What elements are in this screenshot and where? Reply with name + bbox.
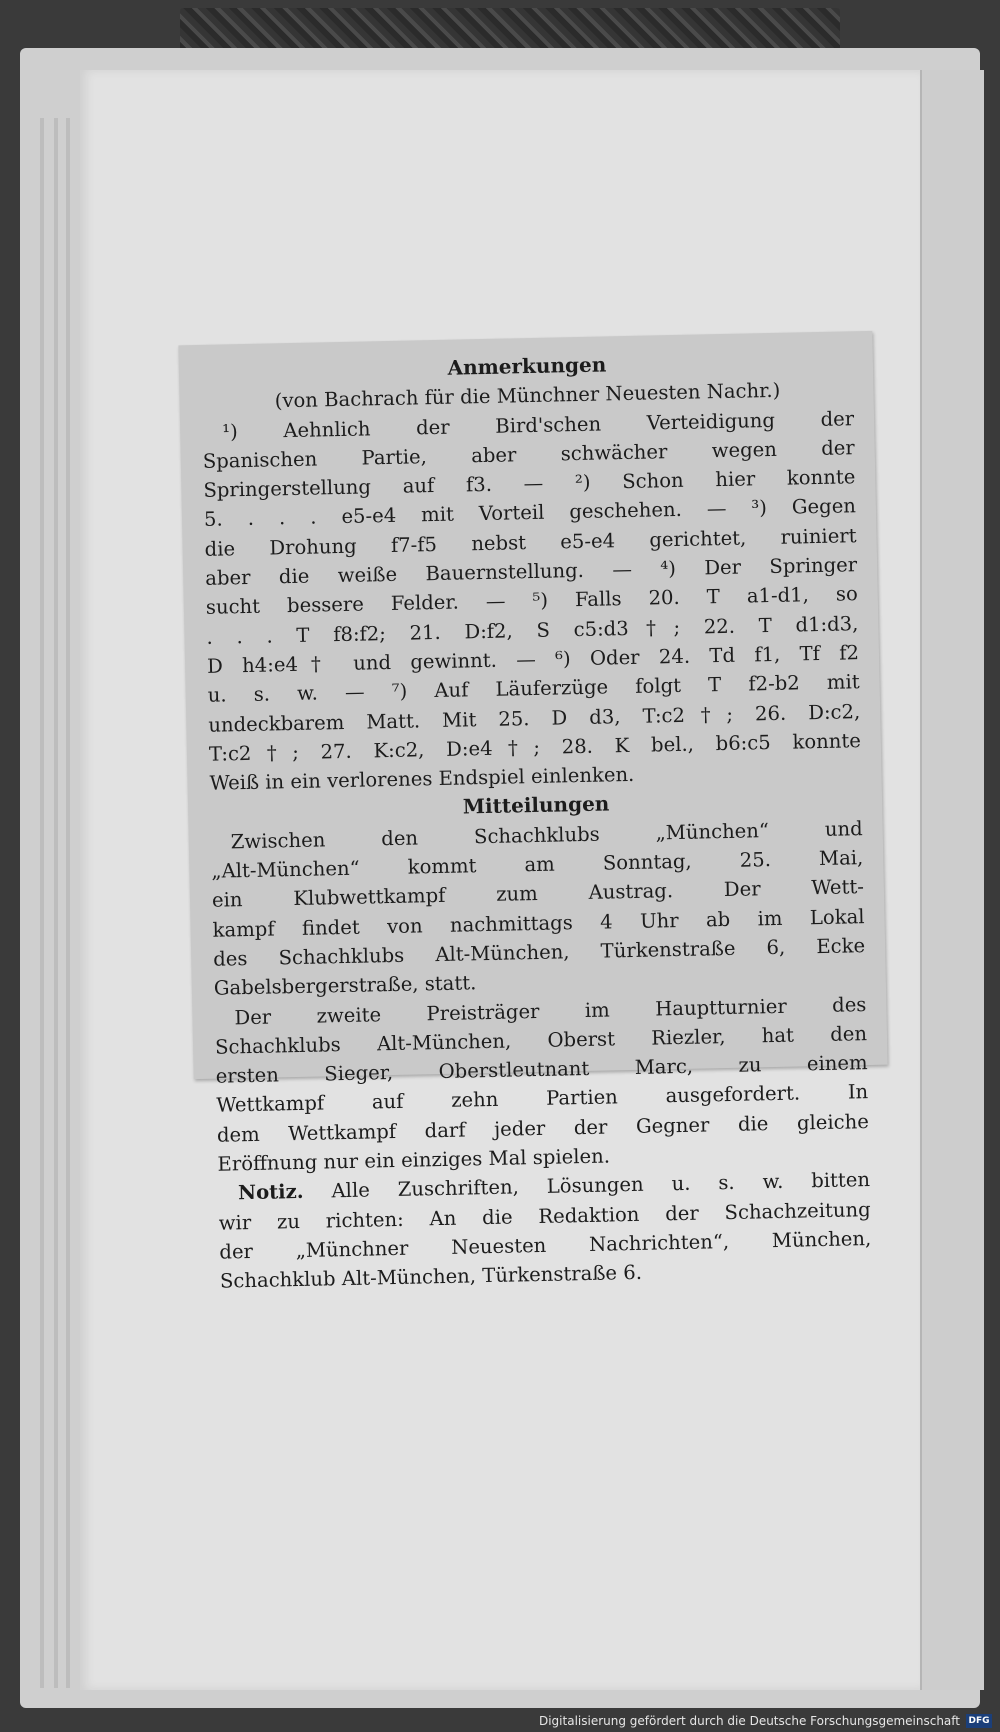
notiz-line: wir zu richten: An die Redaktion der Schachzeitung: [218, 1197, 871, 1235]
news-heading: Mitteilungen: [462, 791, 610, 819]
news-line: Schachklubs Alt-München, Oberst Riezler, hat den: [214, 1021, 868, 1059]
notes-line: ¹) Aehnlich der Bird'schen Verteidigung der: [221, 406, 855, 444]
notes-line: T:c2†; 27. K:c2, D:e4†; 28. K bel., b6:c5 konnte: [208, 729, 862, 766]
page-edge-line: [54, 118, 58, 1688]
news-line: Wettkampf auf zehn Partien ausgefordert. In: [216, 1080, 869, 1118]
newspaper-clipping: [178, 331, 887, 1293]
notiz-label: Notiz.: [237, 1180, 304, 1205]
notes-line: D h4:e4† und gewinnt. — ⁶) Oder 24. Td f1, Tf f2: [206, 641, 860, 678]
notes-line: Springerstellung auf f3. — ²) Schon hier konnte: [203, 465, 856, 503]
notes-line: sucht bessere Felder. — ⁵) Falls 20. T a1-d1, so: [205, 582, 858, 620]
notes-line: u. s. w. — ⁷) Auf Läuferzüge folgt T f2-b2 mit: [207, 670, 860, 708]
notes-line: undeckbarem Matt. Mit 25. D d3, T:c2†; 26. D:c2,: [208, 699, 861, 737]
news-line: Eröffnung nur ein einziges Mal spielen.: [217, 1144, 611, 1176]
notiz-line: Schachklub Alt-München, Türkenstraße 6.: [219, 1261, 643, 1293]
news-line: „Alt-München“ kommt am Sonntag, 25. Mai,: [211, 846, 864, 883]
dfg-logo: DFG: [966, 1714, 992, 1728]
page-edge-line: [66, 118, 70, 1688]
notiz-text: Alle Zuschriften, Lösungen u. s. w. bitten: [331, 1168, 871, 1203]
notes-heading: Anmerkungen: [447, 352, 607, 380]
page-edge-line: [40, 118, 44, 1688]
news-line: Der zweite Preisträger im Hauptturnier des: [234, 992, 867, 1029]
notes-line: 5. . . . e5-e4 mit Vorteil geschehen. — ³) Gegen: [203, 494, 857, 532]
notiz-line: der „Münchner Neuesten Nachrichten“, München,: [219, 1226, 872, 1264]
news-line: dem Wettkampf darf jeder der Gegner die gleiche: [216, 1109, 870, 1147]
notes-line: Weiß in ein verlorenes Endspiel einlenken.: [209, 763, 635, 795]
news-line: ersten Sieger, Oberstleutnant Marc, zu einem: [215, 1051, 868, 1088]
notes-line: die Drohung f7-f5 nebst e5-e4 gerichtet, ruiniert: [204, 523, 857, 561]
news-line: des Schachklubs Alt-München, Türkenstraße 6, Ecke: [213, 934, 866, 971]
notes-line: (von Bachrach für die Münchner Neuesten Nachr.): [274, 379, 781, 413]
news-line: Gabelsbergerstraße, statt.: [213, 971, 477, 1000]
digitization-credit: Digitalisierung gefördert durch die Deutsche Forschungsgemeinschaft: [538, 1714, 960, 1728]
notes-line: Spanischen Partie, aber schwächer wegen der: [202, 436, 855, 473]
notes-line: . . . T f8:f2; 21. D:f2, S c5:d3†; 22. T d1:d3,: [206, 611, 859, 649]
book-cover-edge: [180, 8, 840, 50]
news-line: ein Klubwettkampf zum Austrag. Der Wett-: [211, 875, 865, 913]
news-line: Zwischen den Schachklubs „München“ und: [230, 816, 863, 854]
notes-line: aber die weiße Bauernstellung. — ⁴) Der Springer: [205, 553, 858, 590]
next-page-edge: [920, 70, 984, 1690]
news-line: kampf findet von nachmittags 4 Uhr ab im Lokal: [212, 904, 865, 942]
